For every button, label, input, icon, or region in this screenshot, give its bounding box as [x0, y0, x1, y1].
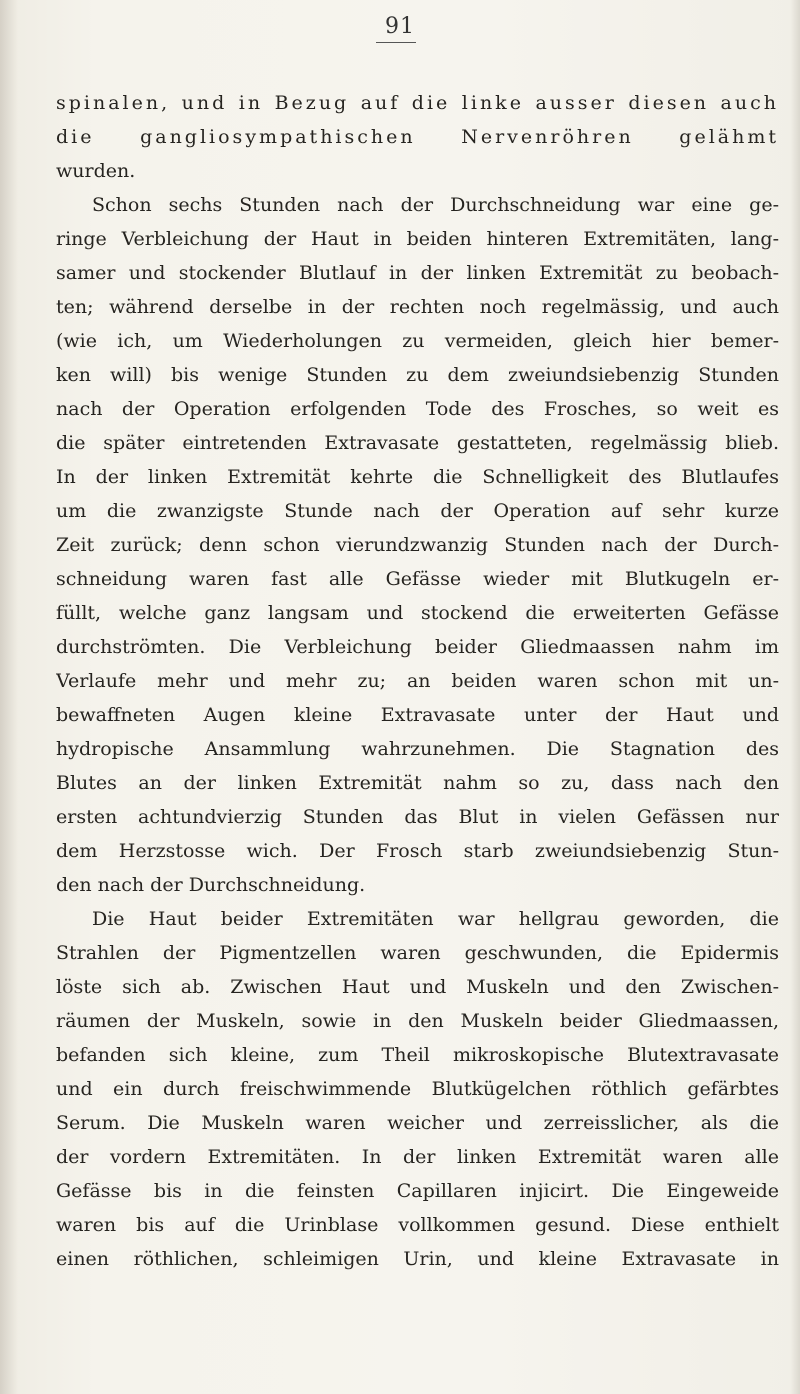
text-line: wurden. [56, 160, 136, 182]
text-line: Schon sechs Stunden nach der Durchschneidung war eine ge- [92, 194, 779, 216]
text-line: Gefässe bis in die feinsten Capillaren injicirt. Die Eingeweide [56, 1180, 779, 1202]
text-line: In der linken Extremität kehrte die Schnelligkeit des Blutlaufes [56, 466, 779, 488]
text-line: ringe Verbleichung der Haut in beiden hinteren Extremitäten, lang- [56, 228, 779, 250]
text-line: der vordern Extremitäten. In der linken Extremität waren alle [56, 1146, 779, 1168]
page-number-rule [376, 42, 416, 43]
text-line: dem Herzstosse wich. Der Frosch starb zweiundsiebenzig Stun- [56, 840, 779, 862]
text-line: ken will) bis wenige Stunden zu dem zweiundsiebenzig Stunden [56, 364, 779, 386]
text-line: Zeit zurück; denn schon vierundzwanzig Stunden nach der Durch- [56, 534, 779, 556]
text-line: die gangliosympathischen Nervenröhren gelähmt [56, 126, 779, 148]
body-text [56, 86, 779, 1276]
text-line: räumen der Muskeln, sowie in den Muskeln beider Gliedmaassen, [56, 1010, 779, 1032]
page-edge-shadow [790, 0, 800, 1394]
text-line: Die Haut beider Extremitäten war hellgrau geworden, die [92, 908, 779, 930]
text-line: Serum. Die Muskeln waren weicher und zerreisslicher, als die [56, 1112, 779, 1134]
text-line: waren bis auf die Urinblase vollkommen gesund. Diese enthielt [56, 1214, 779, 1236]
text-line: und ein durch freischwimmende Blutkügelchen röthlich gefärbtes [56, 1078, 779, 1100]
text-line: schneidung waren fast alle Gefässe wieder mit Blutkugeln er- [56, 568, 779, 590]
page-number: 91 [385, 14, 415, 39]
text-line: Strahlen der Pigmentzellen waren geschwunden, die Epidermis [56, 942, 779, 964]
text-line: bewaffneten Augen kleine Extravasate unter der Haut und [56, 704, 779, 726]
text-line: befanden sich kleine, zum Theil mikroskopische Blutextravasate [56, 1044, 779, 1066]
page-gutter-shadow [0, 0, 18, 1394]
text-line: einen röthlichen, schleimigen Urin, und kleine Extravasate in [56, 1248, 779, 1270]
text-line: löste sich ab. Zwischen Haut und Muskeln und den Zwischen- [56, 976, 779, 998]
text-line: ten; während derselbe in der rechten noch regelmässig, und auch [56, 296, 779, 318]
text-line: den nach der Durchschneidung. [56, 874, 366, 896]
text-line: ersten achtundvierzig Stunden das Blut in vielen Gefässen nur [56, 806, 779, 828]
text-line: durchströmten. Die Verbleichung beider Gliedmaassen nahm im [56, 636, 779, 658]
text-line: Verlaufe mehr und mehr zu; an beiden waren schon mit un- [56, 670, 779, 692]
text-line: die später eintretenden Extravasate gestatteten, regelmässig blieb. [56, 432, 779, 454]
text-line: um die zwanzigste Stunde nach der Operation auf sehr kurze [56, 500, 779, 522]
text-line: (wie ich, um Wiederholungen zu vermeiden, gleich hier bemer- [56, 330, 779, 352]
text-line: spinalen, und in Bezug auf die linke ausser diesen auch [56, 92, 779, 114]
text-line: hydropische Ansammlung wahrzunehmen. Die Stagnation des [56, 738, 779, 760]
text-line: Blutes an der linken Extremität nahm so zu, dass nach den [56, 772, 779, 794]
text-line: samer und stockender Blutlauf in der linken Extremität zu beobach- [56, 262, 779, 284]
text-line: füllt, welche ganz langsam und stockend die erweiterten Gefässe [56, 602, 779, 624]
text-line: nach der Operation erfolgenden Tode des Frosches, so weit es [56, 398, 779, 420]
